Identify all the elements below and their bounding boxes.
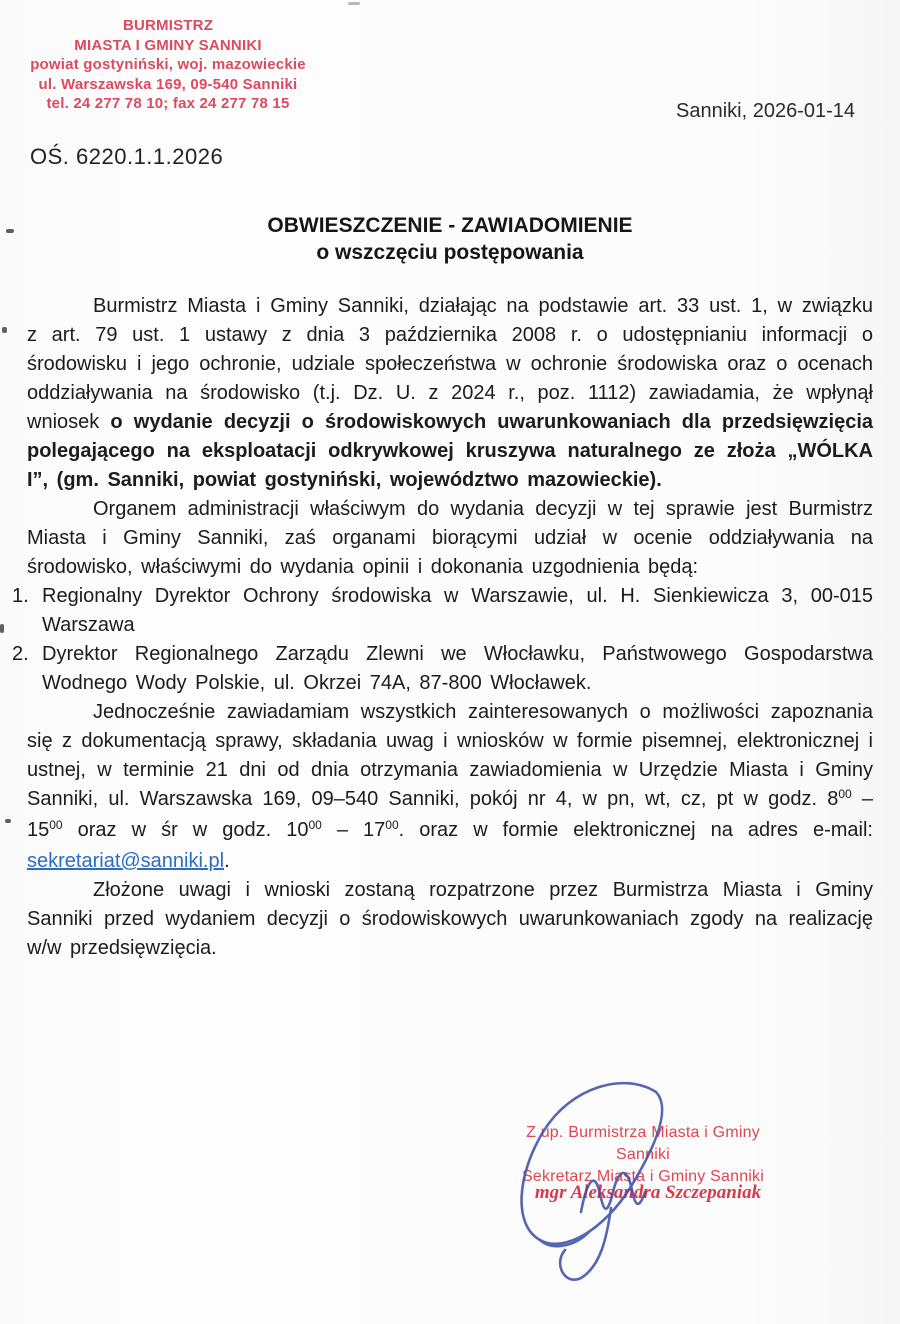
authorities-list <box>12 582 873 698</box>
signature-stamp-line2: Sekretarz Miasta i Gminy Sanniki <box>521 1168 765 1185</box>
letterhead-line: ul. Warszawska 169, 09-540 Sanniki <box>38 75 298 93</box>
participation-text: – 17 <box>321 819 386 841</box>
hours-superscript: 00 <box>838 787 852 801</box>
letterhead-line: BURMISTRZ <box>122 17 214 34</box>
handwritten-signature <box>493 1080 703 1305</box>
letterhead-line: tel. 24 277 78 10; fax 24 277 78 15 <box>46 95 290 112</box>
case-number: OŚ. 6220.1.1.2026 <box>30 144 224 169</box>
document-body <box>12 212 874 963</box>
signature-stamp-name: mgr Aleksandra Szczepaniak <box>534 1182 762 1203</box>
participation-text: . <box>224 850 230 872</box>
signature-stamp-line1: Z up. Burmistrza Miasta i Gminy Sanniki <box>526 1124 760 1163</box>
paragraph-notice-bold-text: o wydanie decyzji o środowiskowych uwarunkowaniach dla przedsięwzięcia polegającego na eksploatacji odkrywkowej kruszywa naturalnego ze złoża „WÓLKA I”, (gm. Sanniki, powiat gostyniński, województwo mazowieckie). <box>27 411 874 491</box>
scan-speck <box>2 327 7 333</box>
participation-text: Jednocześnie zawiadamiam wszystkich zainteresowanych o możliwości zapoznania się z dokumentacją sprawy, składania uwag i wniosków w formie pisemnej, elektronicznej i ustnej, w terminie 21 dni od dnia otrzymania zawiadomienia w Urzędzie Miasta i Gminy Sanniki, ul. Warszawska 169, 09–540 Sanniki, pokój nr 4, w pn, wt, cz, pt w godz. 8 <box>27 701 873 810</box>
list-item <box>12 582 873 640</box>
list-item-number: 1. <box>12 585 29 607</box>
participation-text: – 15 <box>27 788 873 841</box>
letterhead-stamp <box>18 16 318 114</box>
list-item-text: Regionalny Dyrektor Ochrony środowiska w Warszawie, ul. H. Sienkiewicza 3, 00-015 Warszawa <box>42 585 873 636</box>
paragraph-authorities: Organem administracji właściwym do wydania decyzji w tej sprawie jest Burmistrz Miasta i Gminy Sanniki, zaś organami biorącymi udział w ocenie oddziaływania na środowisko, właściwymi do wydania opinii i dokonania uzgodnienia będą: <box>27 498 873 578</box>
list-item-number: 2. <box>12 643 29 665</box>
paragraph-notice <box>27 292 873 495</box>
participation-text: oraz w śr w godz. 10 <box>62 819 309 841</box>
place-and-date: Sanniki, 2026-01-14 <box>675 100 855 122</box>
paragraph-notice-text: Burmistrz Miasta i Gminy Sanniki, działając na podstawie art. 33 ust. 1, w związku z art. 79 ust. 1 ustawy z dnia 3 października 2008 r. o udostępnianiu informacji o środowisku i jego ochronie, udziale społeczeństwa w ochronie środowiska oraz o ocenach oddziaływania na środowisko (t.j. Dz. U. z 2024 r., poz. 1112) zawiadamia, że wpłynął wniosek <box>27 295 873 433</box>
list-item-text: Dyrektor Regionalnego Zarządu Zlewni we Włocławku, Państwowego Gospodarstwa Wodnego Wody Polskie, ul. Okrzei 74A, 87-800 Włocławek. <box>42 643 873 694</box>
scan-speck <box>348 2 360 5</box>
scan-speck <box>6 229 14 233</box>
hours-superscript: 00 <box>308 818 322 832</box>
participation-text: . oraz w formie elektronicznej na adres e-mail: <box>398 819 873 841</box>
hours-superscript: 00 <box>49 818 63 832</box>
hours-superscript: 00 <box>385 818 399 832</box>
scan-speck <box>0 624 4 633</box>
scan-speck <box>5 819 11 823</box>
document-title-line1: OBWIESZCZENIE - ZAWIADOMIENIE <box>267 214 633 237</box>
letterhead-line: powiat gostyniński, woj. mazowieckie <box>30 56 306 73</box>
paragraph-participation <box>27 698 873 876</box>
document-title <box>27 212 873 266</box>
document-title-line2: o wszczęciu postępowania <box>316 241 584 264</box>
email-link[interactable]: sekretariat@sanniki.pl <box>27 850 225 872</box>
list-item <box>12 640 873 698</box>
paragraph-closing: Złożone uwagi i wnioski zostaną rozpatrzone przez Burmistrza Miasta i Gminy Sanniki przed wydaniem decyzji o środowiskowych uwarunkowaniach zgody na realizację w/w przedsięwzięcia. <box>27 879 873 959</box>
letterhead-line: MIASTA I GMINY SANNIKI <box>74 36 262 54</box>
